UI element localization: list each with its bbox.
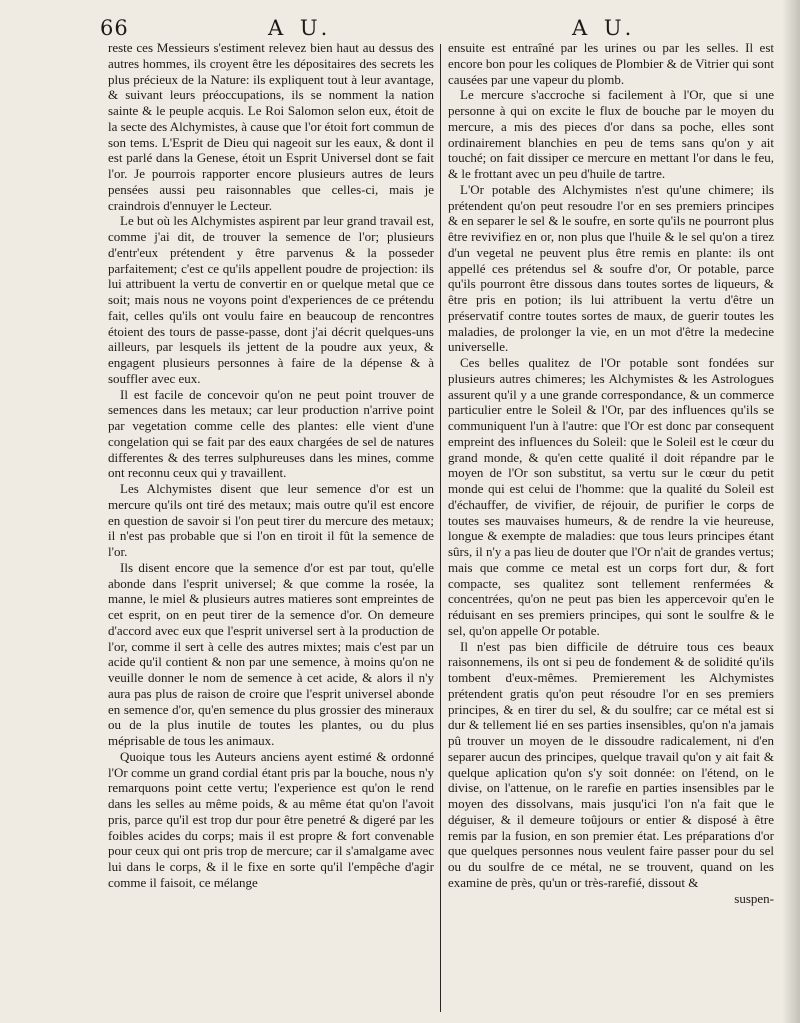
page-edge-shadow: [782, 0, 800, 1023]
paragraph: Ils disent encore que la semence d'or est par tout, qu'elle abonde dans l'esprit universel; & que comme la rosée, la manne, le miel & plusieurs autres matieres sont empreintes de cet esprit, on en peut tirer de la semence d'or. On demeure d'accord avec eux que l'esprit universel sert à la production de l'or, comme il sert à celle des autres mixtes; mais c'est par un acide qu'il contient & non par une semence, à moins qu'on ne veuille donner le nom de semence à cet acide, & alors il n'y aura pas plus de raison de croire que l'esprit universel abonde en semence d'or, qu'en semence du plus grossier des mineraux ou de la plus inutile de toutes les plantes, ou du plus méprisable de tous les animaux.: [108, 559, 434, 748]
right-column: [448, 40, 774, 906]
left-column: [108, 40, 434, 891]
paragraph: Il est facile de concevoir qu'on ne peut point trouver de semences dans les metaux; car leur production n'arrive point par vegetation comme celle des plantes: elle vient d'une congelation qui se fait par des eaux chargées de sel de natures differentes & des terres sulphureuses dans les mines, comme ont reconnu ceux qui y travaillent.: [108, 386, 434, 481]
paragraph: ensuite est entraîné par les urines ou par les selles. Il est encore bon pour les coliques de Plombier & de Vitrier qui sont causées par une vapeur du plomb.: [448, 40, 774, 87]
column-rule: [440, 44, 441, 1012]
running-head-right: A U.: [572, 16, 637, 40]
paragraph: Quoique tous les Auteurs anciens ayent estimé & ordonné l'Or comme un grand cordial étant pris par la bouche, nous n'y remarquons point cette vertu; l'experience est qu'on le rend dans les selles au même poids, & au même état qu'on l'avoit pris, parce qu'il est trop dur pour être penetré & digeré par les foibles acides du corps; mais il est propre & fort convenable pour ceux qui ont pris trop de mercure; car il s'amalgame avec lui dans le corps, & il le fixe en sorte qu'il l'empêche d'agir comme il faisoit, ce mélange: [108, 748, 434, 890]
paragraph: Le mercure s'accroche si facilement à l'Or, que si une personne à qui on excite le flux de bouche par le moyen du mercure, a mis des pieces d'or dans sa poche, elles sont ordinairement blanchies en peu de tems sans qu'on y ait touché; on fait dissiper ce mercure en mettant l'or dans le feu, & le frottant avec un peu d'huile de tartre.: [448, 87, 774, 181]
paragraph: Il n'est pas bien difficile de détruire tous ces beaux raisonnemens, ils ont si peu de fondement & de solidité qu'ils tombent d'eux-mêmes. Premierement les Alchymistes prétendent gratis qu'on peut résoudre l'or en ses premiers principes, & en tirer du sel, & du soulfre; car ce métal est si dur & tellement lié en ses parties insensibles, qu'on n'a jamais pû trouver un moyen de le dissoudre radicalement, ni d'en separer aucun des principes, quelque travail qu'on y ait fait & quelque aplication qu'on s'y soit donnée: on l'étend, on le divise, on l'attenue, on le rarefie en parties insensibles par le moyen des dissolvans, mais jusqu'ici l'on n'a fait que le déguiser, & il demeure toûjours or entier & disposé à être remis par la fusion, en son premier état. Les préparations d'or que quelques personnes nous veulent faire passer pour du sel ou du soulfre de ce métal, ne se trouvent, quand on les examine de près, qu'un or très-rarefié, dissout &: [448, 638, 774, 890]
page-header: [0, 6, 800, 40]
catchword: suspen-: [734, 890, 774, 906]
page-number: 66: [100, 16, 129, 40]
running-head-left: A U.: [268, 16, 333, 40]
paragraph: Les Alchymistes disent que leur semence d'or est un mercure qu'ils ont tiré des metaux; mais outre qu'il est encore en question de savoir si l'on peut tirer du mercure des metaux; il n'est pas probable que si l'on en tiroit il fût la semence de l'or.: [108, 481, 434, 559]
paragraph: L'Or potable des Alchymistes n'est qu'une chimere; ils prétendent qu'on peut resoudre l'or en ses premiers principes & en separer le sel & le soufre, en sorte qu'ils ne pourront plus être revivifiez en or, non plus que l'huile & le sel qu'on a tirez d'un vegetal ne peuvent plus être remis en plante: ils ont appellé ces prétendus sel & soufre d'or, Or potable, parce qu'ils pourront être dissous dans toutes sortes de liqueurs, & être pris en potion; ils lui attribuent la vertu d'être un préservatif contre toutes sortes de maux, de guerir toutes les maladies, de prolonger la vie, en un mot d'être la medecine universelle.: [448, 181, 774, 355]
paragraph: Ces belles qualitez de l'Or potable sont fondées sur plusieurs autres chimeres; les Alchymistes & les Astrologues assurent qu'il y a une grande correspondance, & un commerce particulier entre le Soleil & l'Or, par des influences qu'ils se communiquent l'un à l'autre: que l'Or est donc par consequent empreint des influences du Soleil: que le Soleil est le cœur du grand monde, & qu'en cette qualité il doit répandre par le moyen de l'Or son substitut, sa vertu sur le cœur du petit monde qui est celui de l'homme: que la qualité du Soleil est d'échauffer, de vivifier, de réjouir, de purifier le corps de toutes ses mauvaises humeurs, & de rendre la vie heureuse, longue & exempte de maladies: que tous leurs principes étant sûrs, il n'y a pas lieu de douter que l'Or n'ait de grandes vertus; mais que comme ce metal est un corps fort dur, & fort compacte, ses qualitez sont tellement renfermées & concentrées, qu'on ne peut pas bien les appercevoir qu'en le réduisant en ses premiers principes, qui sont le soulfre & le sel, qu'on appelle Or potable.: [448, 355, 774, 638]
paragraph: reste ces Messieurs s'estiment relevez bien haut au dessus des autres hommes, ils croyent être les dépositaires des secrets les plus précieux de la Nature: ils expliquent tout à leur avantage, & suivant leurs préoccupations, ils se nomment la nation sainte & le peuple acquis. Le Roi Salomon selon eux, étoit de la secte des Alchymistes, à cause que l'or étoit fort commun de son tems. L'Esprit de Dieu qui nageoit sur les eaux, & dont il est parlé dans la Genese, étoit un Esprit Universel dont se fait l'or. Je pourrois rapporter encore plusieurs autres de leurs pensées aussi peu raisonnables que celles-ci, mais je craindrois d'ennuyer le Lecteur.: [108, 40, 434, 213]
paragraph: Le but où les Alchymistes aspirent par leur grand travail est, comme j'ai dit, de trouver la semence de l'or; plusieurs d'entr'eux prétendent y être parvenus & la posseder parfaitement; c'est ce qu'ils appellent poudre de projection: ils lui attribuent la vertu de convertir en or quelque metal que ce soit; mais nous ne voyons point d'experiences de ce prétendu fait, celles qu'ils ont voulu faire en beaucoup de rencontres étoient des tours de passe-passe, dont j'ai décrit quelques-uns ailleurs, par lesquels ils jettent de la poudre aux yeux, & engagent plusieurs personnes à faire de la dépense & à souffler avec eux.: [108, 213, 434, 386]
